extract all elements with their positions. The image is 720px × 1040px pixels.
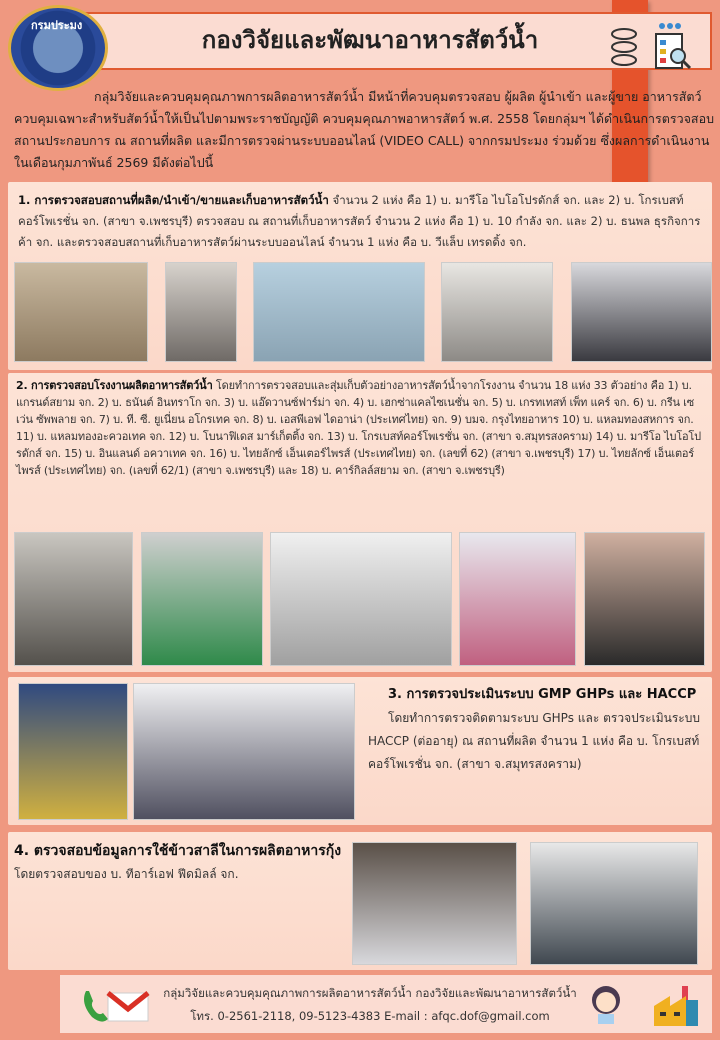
section-4-body: โดยตรวจสอบของ บ. ทีอาร์เอฟ ฟีดมิลล์ จก. bbox=[14, 867, 239, 881]
footer-contact: โทร. 0-2561-2118, 09-5123-4383 E-mail : afqc.dof@gmail.com bbox=[190, 1009, 550, 1023]
photo-document-check bbox=[530, 842, 698, 965]
photo-gmp-warehouse bbox=[18, 683, 128, 820]
photo-inspector-sample bbox=[584, 532, 705, 666]
photo-inspectors bbox=[165, 262, 237, 362]
section-2-heading: 2. การตรวจสอบโรงงานผลิตอาหารสัตว์น้ำ bbox=[16, 379, 213, 392]
photo-storage-inspection bbox=[441, 262, 553, 362]
section-1-heading: 1. การตรวจสอบสถานที่ผลิต/นำเข้า/ขายและเก็บอาหารสัตว์น้ำ bbox=[18, 193, 329, 207]
footer-org: กลุ่มวิจัยและควบคุมคุณภาพการผลิตอาหารสัตว์น้ำ กองวิจัยและพัฒนาอาหารสัตว์น้ำ bbox=[163, 986, 577, 1000]
photo-feed-storage bbox=[253, 262, 425, 362]
photo-sampling bbox=[270, 532, 452, 666]
section-2-body: โดยทำการตรวจสอบและสุ่มเก็บตัวอย่างอาหารสัตว์น้ำจากโรงงาน จำนวน 18 แห่ง 33 ตัวอย่าง คือ 1) บ. แกรนด์สยาม จก. 2) บ. ธนันต์ อินทราโก จก. 3) บ. แอ๊ดวานซ์ฟาร์ม่า จก. 4) บ. เฮกซ่าแคลไซเนชั่น จก. 5) บ. เกรทเทสท์ เพ็ท แคร์ จก. 6) บ. กรีน เซเว่น ซัพพลาย จก. 7) บ. ที. ซี. ยูเนี่ยน อโกรเทค จก. 8) บ. เอสพีเอฟ ไดอาน่า (ประเทศไทย) จก. 9) บมจ. กรุงไทยอาหาร 10) บ. แหลมทองสหการ จก. 11) บ. แหลมทองอะควอเทค จก. 12) บ. โบนาฟิเดส มาร์เก็ตติ้ง จก. 13) บ. โกรเบสท์คอร์โพเรชั่น จก. (สาขา จ.สมุทรสงคราม) 14) บ. มารีโอ ไบโอโปรดักส์ จก. 15) บ. อินแลนด์ อควาเทค จก. 16) บ. ไทยลักซ์ เอ็นเตอร์ไพรส์ (ประเทศไทย) จก. (เลขที่ 62) (สาขา จ.เพชรบุรี) 17) บ. ไทยลักซ์ เอ็นเตอร์ไพรส์ (ประเทศไทย) จก. (เลขที่ 62/1) (สาขา จ.เพชรบุรี) และ 18) บ. คาร์กิลล์สยาม จก. (สาขา จ.เพชรบุรี) bbox=[16, 379, 701, 477]
photo-factory-2 bbox=[141, 532, 263, 666]
photo-feed-bags bbox=[459, 532, 576, 666]
section-1-body: จำนวน 2 แห่ง คือ 1) บ. มารีโอ ไบโอโปรดักส์ จก. และ 2) บ. โกรเบสท์ คอร์โพเรชั่น จก. (สาขา จ.เพชรบุรี) ตรวจสอบ ณ สถานที่เก็บอาหารสัตว์ จำนวน 2 แห่ง คือ 1) บ. 10 กำลัง จก. และ 2) บ. ธนพล ธุรกิจการค้า จก. และตรวจสอบสถานที่เก็บอาหารสัตว์ผ่านระบบออนไลน์ จำนวน 1 แห่ง คือ บ. วีแล็บ เทรดดิ้ง จก. bbox=[18, 193, 701, 249]
section-3-heading: 3. การตรวจประเมินระบบ GMP GHPs และ HACCP bbox=[388, 687, 697, 702]
intro-paragraph: กลุ่มวิจัยและควบคุมคุณภาพการผลิตอาหารสัตว์น้ำ มีหน้าที่ควบคุมตรวจสอบ ผู้ผลิต ผู้นำเข้า และผู้ขาย อาหารสัตว์ควบคุมเฉพาะสำหรับสัตว์น้ำให้เป็นไปตามพระราชบัญญัติ ควบคุมคุณภาพอาหารสัตว์ พ.ศ. 2558 โดยกลุ่มฯ ได้ดำเนินการตรวจสอบสถานประกอบการ ณ สถานที่ผลิต และมีการตรวจผ่านระบบออนไลน์ (VIDEO CALL) จากกรมประมง ร่วมด้วย ซึ่งผลการดำเนินงานในเดือนกุมภาพันธ์ 2569 มีดังต่อไปนี้ bbox=[14, 89, 715, 170]
girl-mascot-icon bbox=[588, 982, 624, 1026]
photo-meeting bbox=[133, 683, 355, 820]
section-3-body: โดยทำการตรวจติดตามระบบ GHPs และ ตรวจประเมินระบบ HACCP (ต่ออายุ) ณ สถานที่ผลิต จำนวน 1 แห่ง คือ บ. โกรเบสท์คอร์โพเรชั่น จก. (สาขา จ.สมุทรสงคราม) bbox=[368, 711, 700, 771]
photo-wheat-bags bbox=[352, 842, 517, 965]
phone-mail-icon bbox=[80, 985, 152, 1025]
factory-icon bbox=[652, 984, 702, 1028]
department-logo bbox=[8, 5, 108, 91]
fish-checklist-icon bbox=[606, 22, 702, 72]
photo-warehouse bbox=[14, 262, 148, 362]
section-4-heading: 4. ตรวจสอบข้อมูลการใช้ข้าวสาลีในการผลิตอาหารกุ้ง bbox=[14, 843, 342, 859]
page-title: กองวิจัยและพัฒนาอาหารสัตว์น้ำ bbox=[201, 26, 539, 54]
photo-factory-1 bbox=[14, 532, 133, 666]
photo-video-call bbox=[571, 262, 712, 362]
logo-text: กรมประมง bbox=[31, 19, 83, 32]
